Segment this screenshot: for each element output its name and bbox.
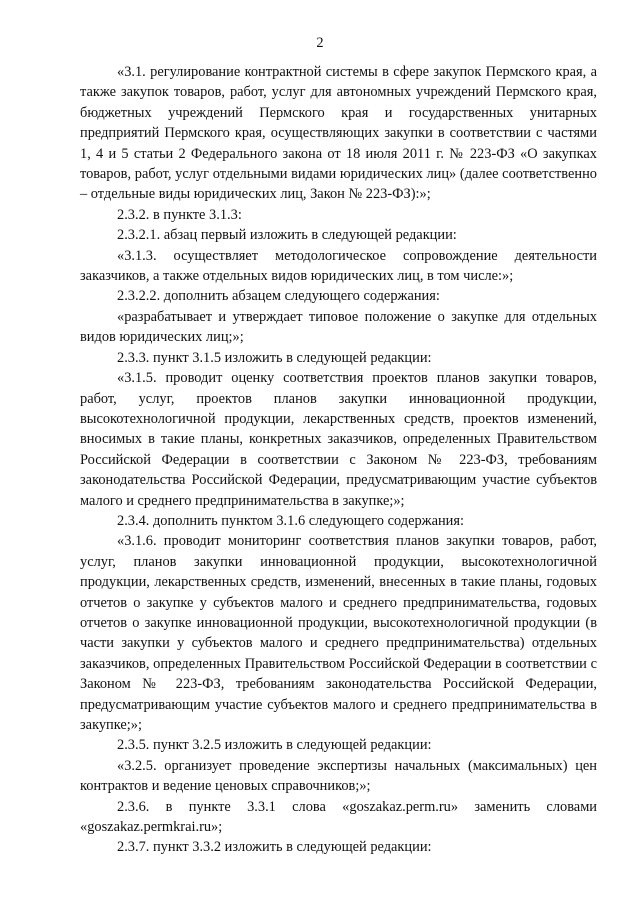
page-number: 2 bbox=[316, 35, 324, 51]
paragraph-2-3-5: 2.3.5. пункт 3.2.5 изложить в следующей редакции: bbox=[117, 737, 432, 754]
paragraph-3-2-5: «3.2.5. организует проведение экспертизы начальных (максимальных) цен контрактов и ведение ценовых справочников;»; bbox=[80, 757, 597, 795]
paragraph-2-3-2-2: 2.3.2.2. дополнить абзацем следующего содержания: bbox=[117, 288, 440, 305]
paragraph-2-3-6: 2.3.6. в пункте 3.3.1 слова «goszakaz.perm.ru» заменить словами «goszakaz.permkrai.ru»; bbox=[80, 798, 597, 836]
paragraph-2-3-2-1: 2.3.2.1. абзац первый изложить в следующей редакции: bbox=[117, 227, 457, 244]
paragraph-3-1-3: «3.1.3. осуществляет методологическое сопровождение деятельности заказчиков, а также отдельных видов юридических лиц, в том числе:»; bbox=[80, 247, 597, 285]
paragraph-2-3-4: 2.3.4. дополнить пунктом 3.1.6 следующего содержания: bbox=[117, 512, 464, 529]
paragraph-3-1-6: «3.1.6. проводит мониторинг соответствия планов закупки товаров, работ, услуг, планов закупки инновационной продукции, высокотехнологичной продукции, лекарственных средств, изменений, внесенных в такие планы, годовых отчетов о закупке у субъектов малого и среднего предпринимательства, годовых отчетов о закупке инновационной продукции, высокотехнологичной продукции (в части закупки у субъектов малого и среднего предпринимательства) отдельных заказчиков, определенных Правительством Российской Федерации в соответствии с Законом № 223-ФЗ, требованиям законодательства Российской Федерации, предусматривающим участие субъектов малого и среднего предпринимательства в закупке;»; bbox=[80, 533, 597, 733]
paragraph-2-3-2: 2.3.2. в пункте 3.1.3: bbox=[117, 206, 242, 223]
paragraph-3-1: «3.1. регулирование контрактной системы в сфере закупок Пермского края, а также закупок товаров, работ, услуг для автономных учреждений Пермского края, бюджетных учреждений Пермского края и государственных унитарных предприятий Пермского края, осуществляющих закупки в соответствии с частями 1, 4 и 5 статьи 2 Федерального закона от 18 июля 2011 г. № 223-ФЗ «О закупках товаров, работ, услуг отдельными видами юридических лиц» (далее соответственно – отдельные виды юридических лиц, Закон № 223-ФЗ):»; bbox=[80, 64, 597, 203]
paragraph-2-3-3: 2.3.3. пункт 3.1.5 изложить в следующей редакции: bbox=[117, 349, 432, 366]
paragraph-2-3-7: 2.3.7. пункт 3.3.2 изложить в следующей редакции: bbox=[117, 839, 432, 856]
paragraph-3-1-5: «3.1.5. проводит оценку соответствия проектов планов закупки товаров, работ, услуг, проектов планов закупки инновационной продукции, высокотехнологичной продукции, лекарственных средств, проектов изменений, вносимых в такие планы, конкретных заказчиков, определенных Правительством Российской Федерации в соответствии с Законом № 223-ФЗ, требованиям законодательства Российской Федерации, предусматривающим участие субъектов малого и среднего предпринимательства в закупке;»; bbox=[80, 370, 597, 509]
paragraph-typical-regulation: «разрабатывает и утверждает типовое положение о закупке для отдельных видов юридических лиц;»; bbox=[80, 308, 597, 346]
document-body bbox=[80, 62, 597, 858]
